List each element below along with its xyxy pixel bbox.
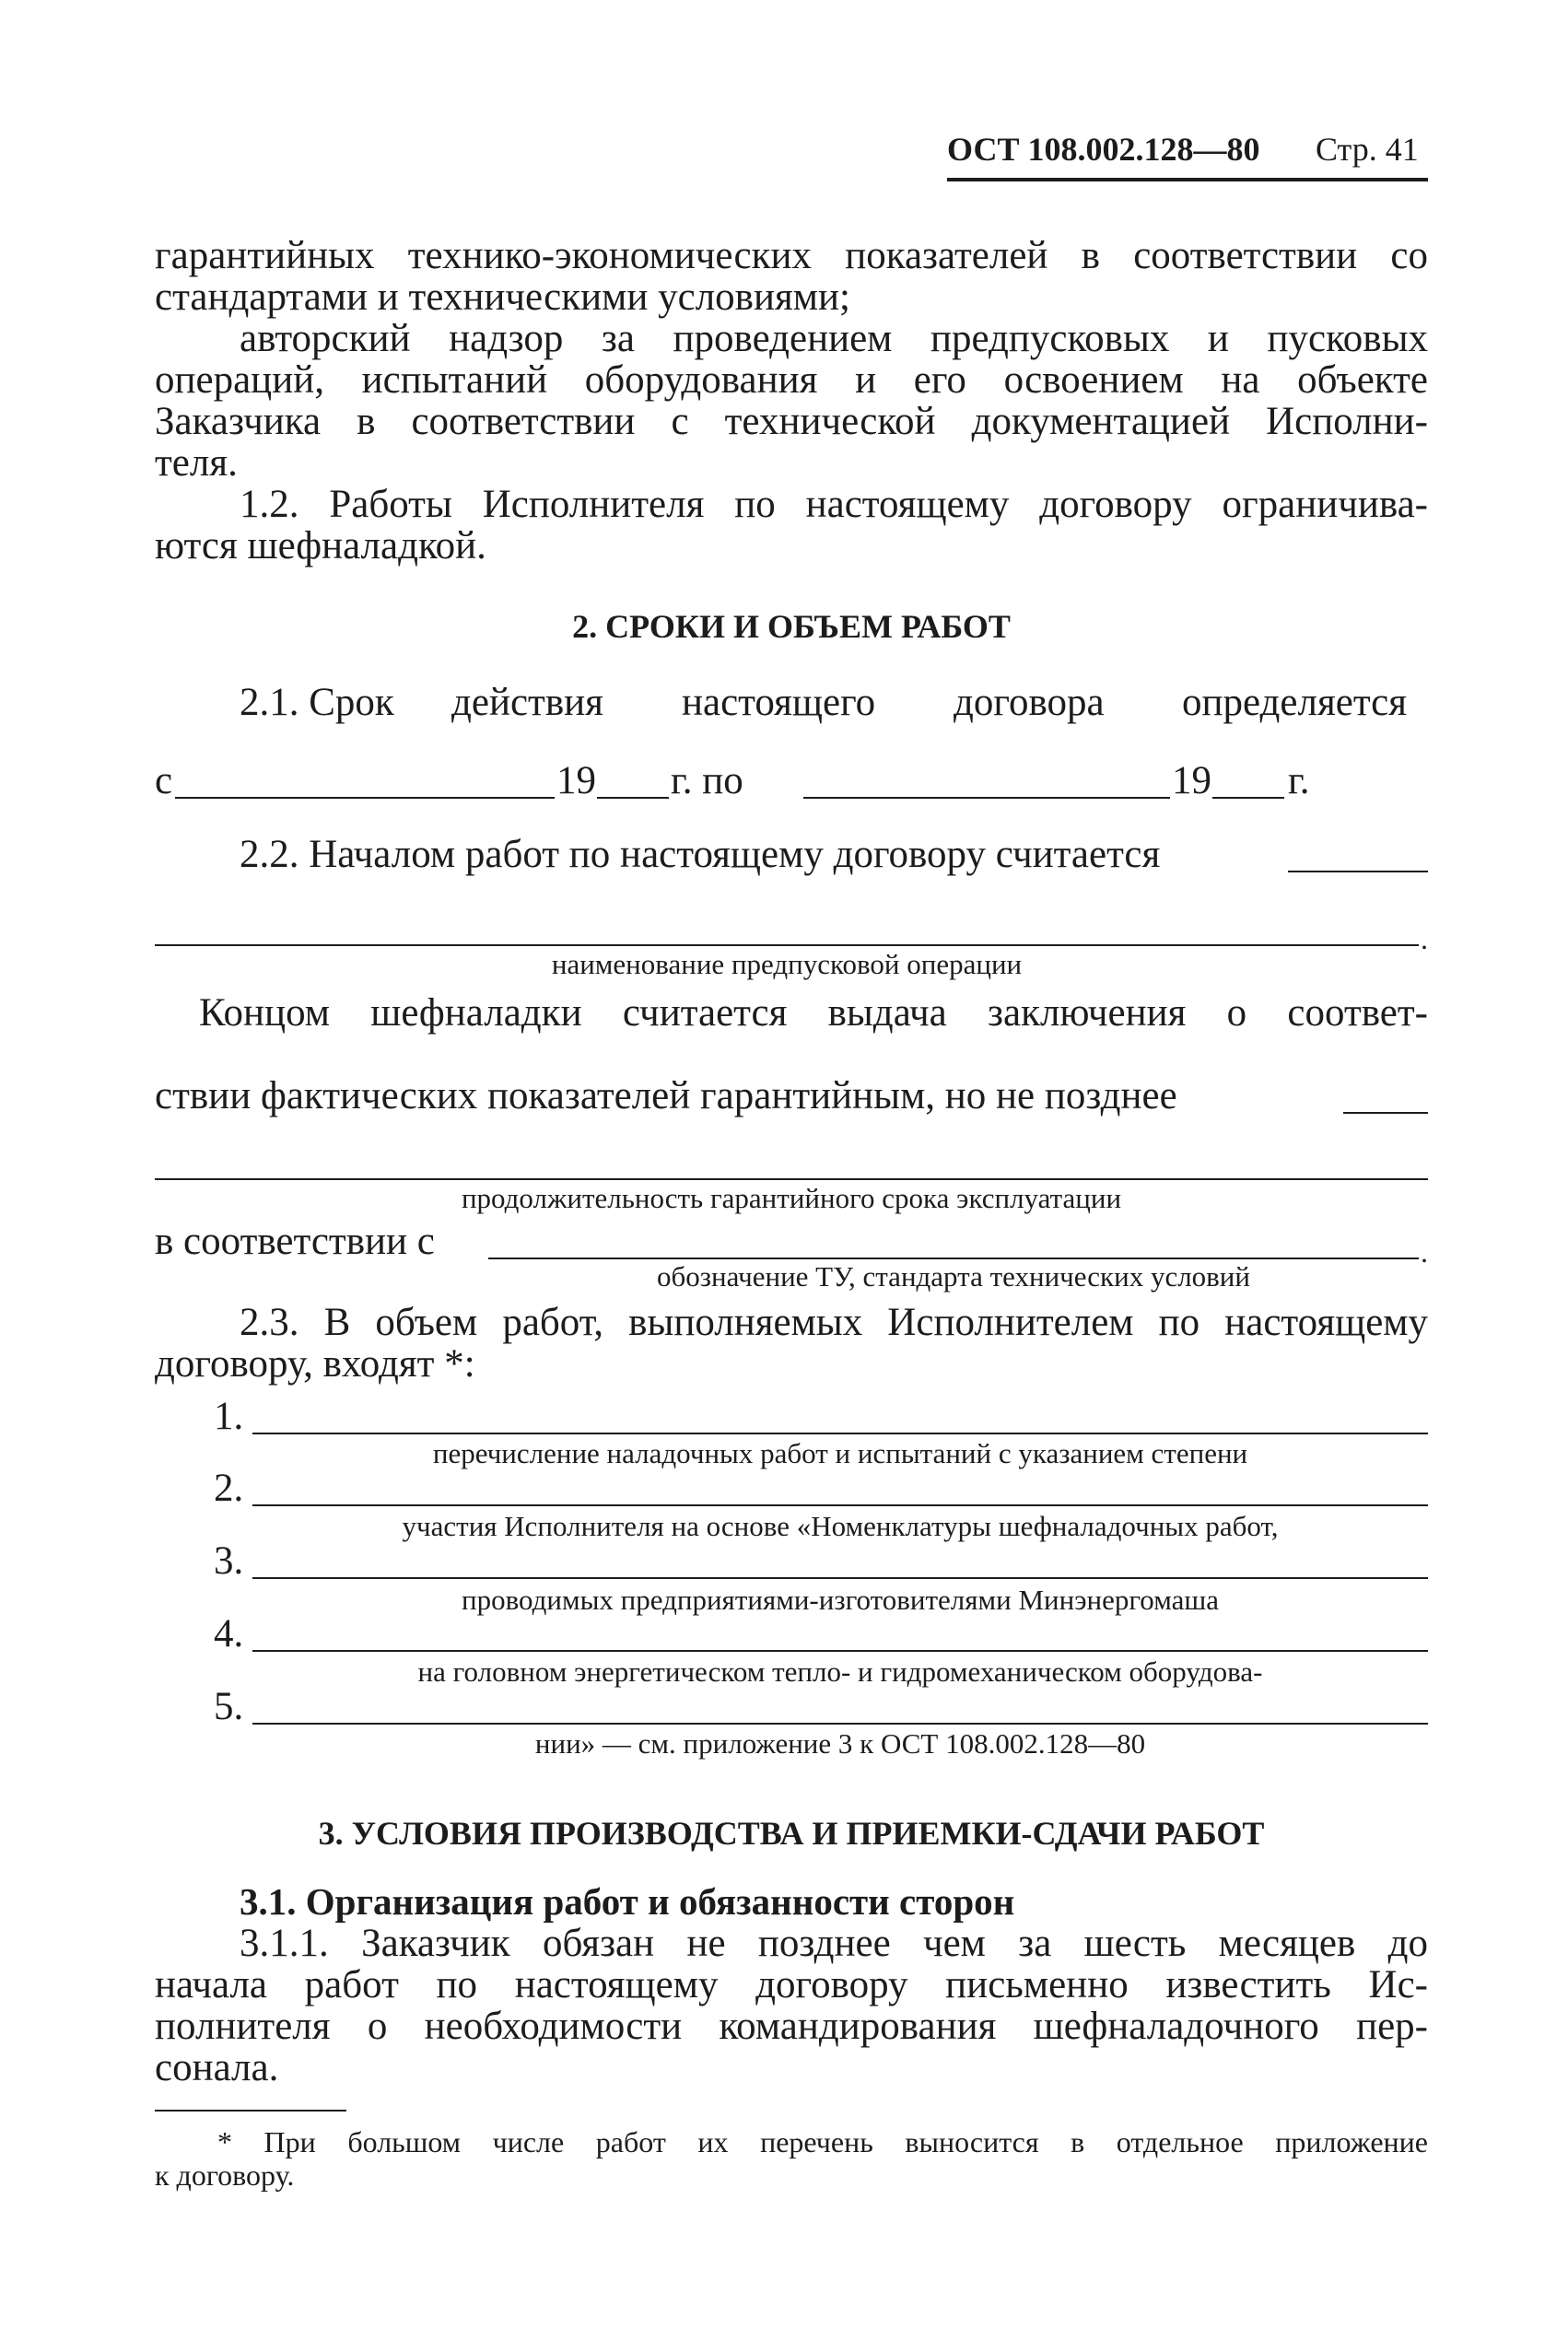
tu-blank-dot: . bbox=[1421, 1235, 1428, 1269]
clause-1-2-line-1: 1.2. Работы Исполнителя по настоящему договору ограничива- bbox=[240, 483, 1428, 526]
clause-2-3-line-2: договору, входят *: bbox=[155, 1342, 475, 1386]
end-line-blank[interactable] bbox=[1343, 1112, 1428, 1114]
list-item-3-number: 3. bbox=[214, 1539, 244, 1583]
clause-3-1-1-line-1: 3.1.1. Заказчик обязан не позднее чем за шесть месяцев до bbox=[240, 1922, 1428, 1965]
date-from-year: 19 bbox=[556, 759, 596, 802]
warranty-blank[interactable] bbox=[155, 1178, 1428, 1180]
list-item-1-blank[interactable] bbox=[252, 1433, 1428, 1434]
list-item-4-blank[interactable] bbox=[252, 1650, 1428, 1652]
list-caption-3: проводимых предприятиями-изготовителями Минэнергомаша bbox=[461, 1584, 1220, 1616]
intro-line-2: стандартами и техническими условиями; bbox=[155, 275, 850, 319]
clause-2-1-word-2: настоящего bbox=[682, 681, 876, 724]
footnote-separator bbox=[155, 2110, 346, 2112]
section-3-1-heading: 3.1. Организация работ и обязанности сторон bbox=[240, 1880, 1015, 1923]
footnote-line-2: к договору. bbox=[155, 2158, 295, 2192]
section-3-heading: 3. УСЛОВИЯ ПРОИЗВОДСТВА И ПРИЕМКИ-СДАЧИ РАБОТ bbox=[318, 1815, 1265, 1852]
list-item-4-number: 4. bbox=[214, 1612, 244, 1655]
date-to-year: 19 bbox=[1172, 759, 1211, 802]
tu-blank[interactable] bbox=[488, 1258, 1419, 1259]
clause-2-1-number: 2.1. Срок bbox=[240, 681, 394, 724]
intro-line-5: Заказчика в соответствии с технической документацией Исполни- bbox=[155, 400, 1428, 443]
caption-warranty: продолжительность гарантийного срока эксплуатации bbox=[461, 1182, 1122, 1214]
list-caption-4: на головном энергетическом тепло- и гидромеханическом оборудова- bbox=[417, 1655, 1263, 1688]
clause-2-2-blank[interactable] bbox=[1288, 871, 1428, 872]
header-rule bbox=[947, 178, 1428, 181]
section-2-heading: 2. СРОКИ И ОБЪЕМ РАБОТ bbox=[572, 608, 1011, 645]
intro-line-1: гарантийных технико-экономических показателей в соответствии со bbox=[155, 234, 1428, 277]
list-item-5-number: 5. bbox=[214, 1685, 244, 1728]
caption-tu: обозначение ТУ, стандарта технических условий bbox=[657, 1260, 1250, 1293]
clause-1-2-line-2: ются шефналадкой. bbox=[155, 524, 486, 567]
document-code: ОСТ 108.002.128—80 bbox=[947, 131, 1260, 168]
list-caption-2: участия Исполнителя на основе «Номенклатуры шефналадочных работ, bbox=[402, 1510, 1279, 1542]
date-to-blank[interactable] bbox=[803, 797, 1170, 799]
end-line-1: Концом шефналадки считается выдача заключения о соответ- bbox=[199, 991, 1428, 1035]
footnote-line-1: * При большом числе работ их перечень выносится в отдельное приложение bbox=[217, 2125, 1428, 2158]
caption-preop: наименование предпусковой операции bbox=[551, 948, 1023, 980]
clause-2-1-word-1: действия bbox=[451, 681, 603, 724]
list-item-2-number: 2. bbox=[214, 1467, 244, 1510]
intro-line-3: авторский надзор за проведением предпусковых и пусковых bbox=[240, 317, 1428, 360]
date-to-label: г. по bbox=[671, 759, 743, 802]
date-to-year-blank[interactable] bbox=[1212, 797, 1284, 799]
date-from-year-blank[interactable] bbox=[597, 797, 669, 799]
list-item-5-blank[interactable] bbox=[252, 1723, 1428, 1725]
date-from-label: с bbox=[155, 759, 173, 802]
clause-2-1-word-4: определяется bbox=[1182, 681, 1407, 724]
list-item-1-number: 1. bbox=[214, 1395, 244, 1438]
accordance-label: в соответствии с bbox=[155, 1220, 435, 1263]
end-line-2: ствии фактических показателей гарантийным, но не позднее bbox=[155, 1074, 1177, 1117]
clause-2-2: 2.2. Началом работ по настоящему договору считается bbox=[240, 833, 1161, 876]
date-to-suffix: г. bbox=[1288, 759, 1310, 802]
list-caption-5: нии» — см. приложение 3 к ОСТ 108.002.128—80 bbox=[534, 1727, 1146, 1760]
date-from-blank[interactable] bbox=[175, 797, 555, 799]
page-number: Стр. 41 bbox=[1316, 131, 1419, 168]
clause-3-1-1-line-2: начала работ по настоящему договору письменно известить Ис- bbox=[155, 1963, 1428, 2006]
clause-3-1-1-line-3: полнителя о необходимости командирования шефналадочного пер- bbox=[155, 2005, 1428, 2048]
list-caption-1: перечисление наладочных работ и испытаний с указанием степени bbox=[432, 1437, 1248, 1469]
clause-3-1-1-line-4: сонала. bbox=[155, 2046, 279, 2089]
preop-blank[interactable] bbox=[155, 944, 1419, 946]
intro-line-6: теля. bbox=[155, 441, 238, 485]
intro-line-4: операций, испытаний оборудования и его освоением на объекте bbox=[155, 358, 1428, 402]
list-item-3-blank[interactable] bbox=[252, 1577, 1428, 1579]
clause-2-3-line-1: 2.3. В объем работ, выполняемых Исполнителем по настоящему bbox=[240, 1301, 1428, 1344]
list-item-2-blank[interactable] bbox=[252, 1504, 1428, 1506]
preop-blank-dot: . bbox=[1421, 922, 1428, 955]
clause-2-1-word-3: договора bbox=[954, 681, 1105, 724]
